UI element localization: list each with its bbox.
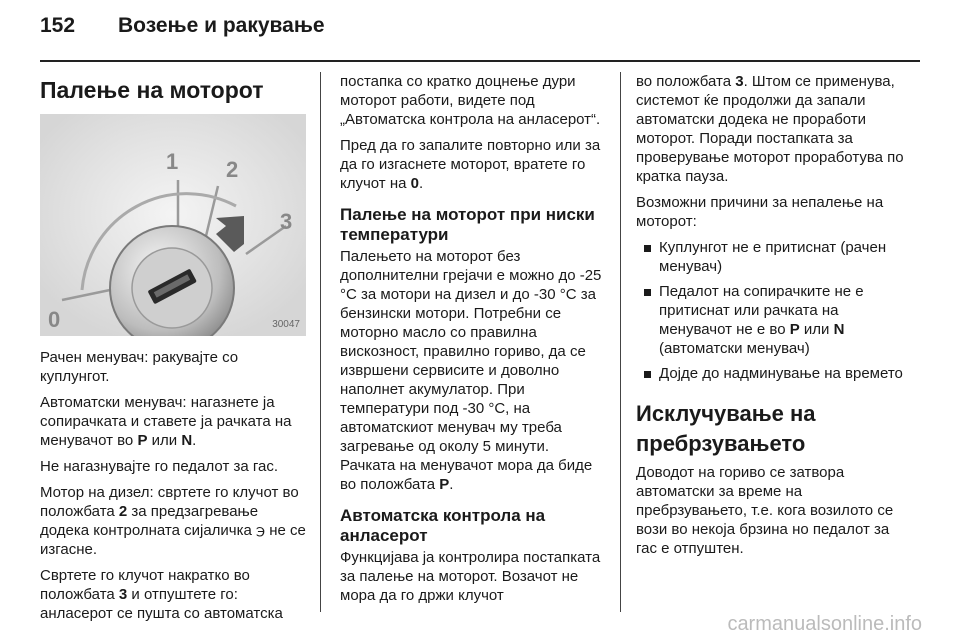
- list-item: Дојде до надминување на времето: [644, 364, 908, 383]
- column-divider: [320, 72, 321, 612]
- figure-code: 30047: [272, 319, 300, 330]
- subsection-heading: Палење на моторот при ниски температури: [340, 205, 595, 244]
- column-divider: [620, 72, 621, 612]
- glow-plug-icon: ℈: [256, 523, 266, 538]
- ignition-figure: [40, 114, 306, 336]
- bullet-icon: [644, 245, 651, 252]
- column-2: [340, 72, 605, 612]
- section-heading: Палење на моторот: [40, 77, 264, 103]
- subsection-heading: Автоматска контрола на анласерот: [340, 506, 546, 545]
- position-label-2: 2: [226, 157, 239, 182]
- paragraph: Автоматски менувач: нагазнете ја сопирачката и ставете ја рачката на менувачот во P или N.: [40, 394, 292, 449]
- paragraph: Палењето на моторот без дополнителни грејачи е можно до -25 °C за мотори на дизел и до -30 °C за бензински мотори. Потребни се моторно масло со правилна вискозност, правилно гориво, да се извршени сервисите и доволно наполнет акумулатор. При температури под -30 °C, на автоматскиот менувач му треба загревање од околу 5 минути. Рачката на менувачот мора да биде во положбата P.: [340, 248, 602, 493]
- column-1: [40, 72, 306, 630]
- paragraph: во положбата 3. Штом се применува, системот ќе продолжи да запали автоматски додека не проработи моторот. Поради постапката за проверување моторот проработува по кратка пауза.: [636, 73, 904, 185]
- paragraph: Возможни причини за непалење на моторот:: [636, 194, 884, 230]
- paragraph: постапка со кратко доцнење дури моторот работи, видете под „Автоматска контрола на анласерот“.: [340, 73, 601, 128]
- bullet-icon: [644, 289, 651, 296]
- position-label-1: 1: [166, 149, 179, 174]
- paragraph: Мотор на дизел: свртете го клучот во положбата 2 за предзагревање додека контролната сијаличка ℈ не се изгасне.: [40, 484, 306, 558]
- page-number: 152: [40, 14, 76, 37]
- ignition-switch-illustration: [40, 114, 306, 336]
- watermark: carmanualsonline.info: [727, 613, 922, 635]
- position-label-0: 0: [48, 307, 61, 332]
- section-title: Возење и ракување: [118, 14, 325, 37]
- paragraph: Доводот на гориво се затвора автоматски за време на пребрзувањето, т.е. кога возилото се вози во некоја брзина но педалот за гас е отпуштен.: [636, 464, 894, 557]
- paragraph: Не нагазнувајте го педалот за гас.: [40, 458, 279, 475]
- list-item: Куплунгот не е притиснат (рачен менувач): [644, 238, 908, 276]
- paragraph: Функцијава ја контролира постапката за палење на моторот. Возачот не мора да го држи клучот: [340, 549, 601, 604]
- header-rule: [40, 60, 920, 62]
- paragraph: Свртете го клучот накратко во положбата 3 и отпуштете го: анласерот се пушта со автоматска: [40, 567, 283, 622]
- page-header: [40, 14, 325, 38]
- list-item: Педалот на сопирачките не е притиснат или рачката на менувачот не е во P или N (автоматски менувач): [644, 282, 908, 358]
- column-3: [636, 72, 908, 565]
- bullet-icon: [644, 371, 651, 378]
- position-label-3: 3: [280, 209, 293, 234]
- section-heading: Исклучување на пребрзувањето: [636, 401, 816, 456]
- paragraph: Рачен менувач: ракувајте со куплунгот.: [40, 349, 239, 385]
- paragraph: Пред да го запалите повторно или за да го изгаснете моторот, вратете го клучот на 0.: [340, 137, 601, 192]
